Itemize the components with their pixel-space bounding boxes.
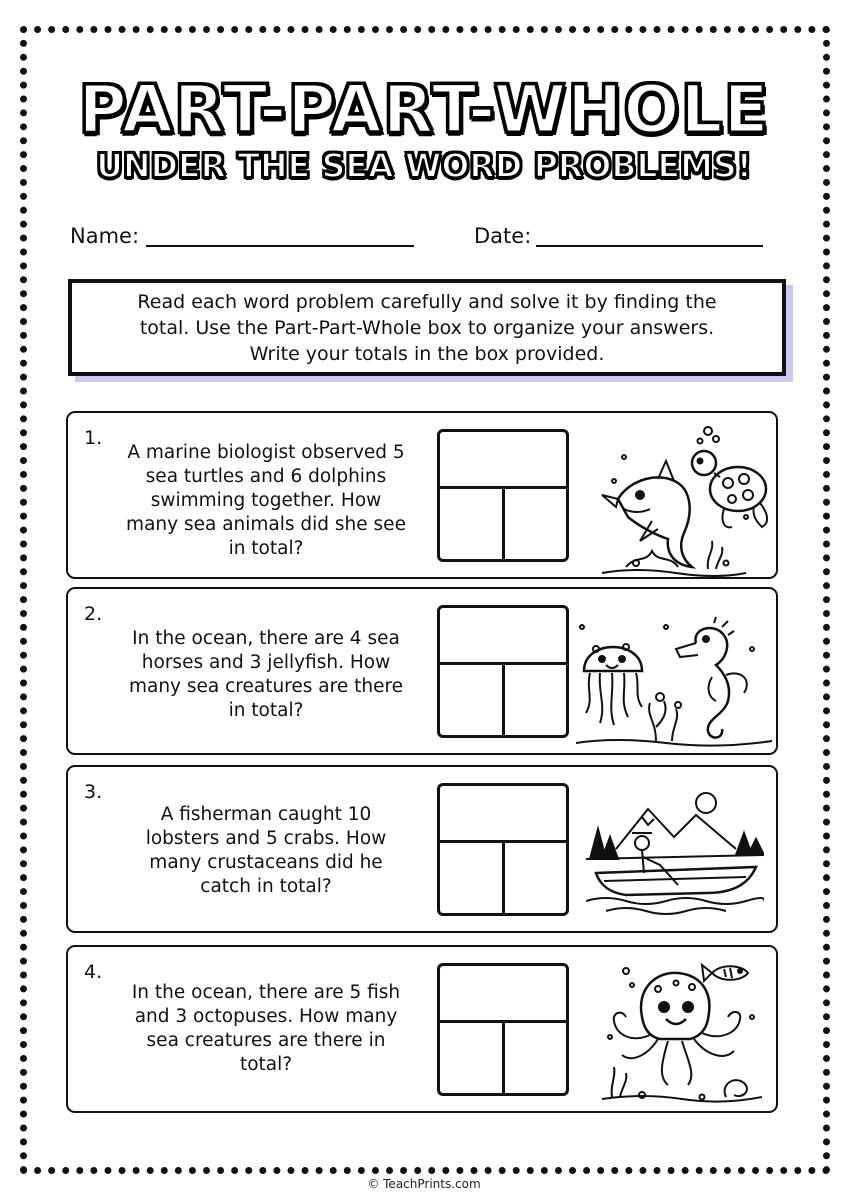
worksheet-title: PART-PART-WHOLE (78, 71, 770, 148)
problem-text (116, 627, 416, 723)
problem-card-2 (66, 587, 778, 755)
part-part-whole-box[interactable] (437, 783, 569, 916)
part-divider (502, 663, 505, 735)
instructions-line-1: Read each word problem carefully and solve it by finding the (137, 290, 717, 313)
worksheet-subtitle: UNDER THE SEA WORD PROBLEMS! (96, 146, 752, 185)
problem-line: horses and 3 jellyfish. How (141, 652, 391, 673)
problem-card-1 (66, 411, 778, 579)
instructions-line-3: Write your totals in the box provided. (249, 342, 605, 365)
problem-line: A marine biologist observed 5 (127, 442, 405, 463)
date-line[interactable] (536, 245, 763, 247)
copyright-footer: © TeachPrints.com (367, 1177, 481, 1191)
problem-line: A fisherman caught 10 (160, 804, 372, 825)
problem-line: In the ocean, there are 5 fish (131, 982, 401, 1003)
problem-text (116, 803, 416, 899)
octopus-and-fish-icon (602, 957, 762, 1103)
part-divider (502, 1021, 505, 1093)
problem-card-3 (66, 765, 778, 933)
problem-line: in total? (228, 538, 304, 559)
problem-line: lobsters and 5 crabs. How (145, 828, 387, 849)
instructions-line-2: total. Use the Part-Part-Whole box to organize your answers. (139, 316, 715, 339)
dolphin-and-turtle-icon (596, 417, 774, 577)
name-label: Name: (70, 224, 140, 248)
part-part-whole-box[interactable] (437, 429, 569, 562)
part-part-whole-box[interactable] (437, 605, 569, 738)
problem-line: sea creatures are there in (146, 1030, 386, 1051)
part-divider (502, 841, 505, 913)
date-label: Date: (474, 224, 532, 248)
problem-line: and 3 octopuses. How many (134, 1006, 398, 1027)
problem-text (116, 441, 416, 561)
part-divider (502, 487, 505, 559)
problem-line: many crustaceans did he (149, 852, 383, 873)
part-part-whole-box[interactable] (437, 963, 569, 1096)
problem-line: swimming together. How (150, 490, 382, 511)
problem-number: 2. (84, 603, 103, 625)
problem-line: In the ocean, there are 4 sea (132, 628, 400, 649)
problem-line: in total? (228, 700, 304, 721)
problem-text (116, 981, 416, 1077)
fisherman-in-boat-icon (586, 789, 764, 915)
problem-line: catch in total? (200, 876, 332, 897)
name-line[interactable] (146, 245, 414, 247)
problem-line: sea turtles and 6 dolphins (145, 466, 387, 487)
problem-line: total? (239, 1054, 293, 1075)
problem-number: 4. (84, 961, 103, 983)
problem-number: 1. (84, 427, 103, 449)
problem-number: 3. (84, 781, 103, 803)
problem-card-4 (66, 945, 778, 1113)
jellyfish-and-seahorse-icon (576, 615, 772, 747)
instructions-box (68, 279, 786, 376)
problem-line: many sea creatures are there (128, 676, 404, 697)
problem-line: many sea animals did she see (126, 514, 406, 535)
